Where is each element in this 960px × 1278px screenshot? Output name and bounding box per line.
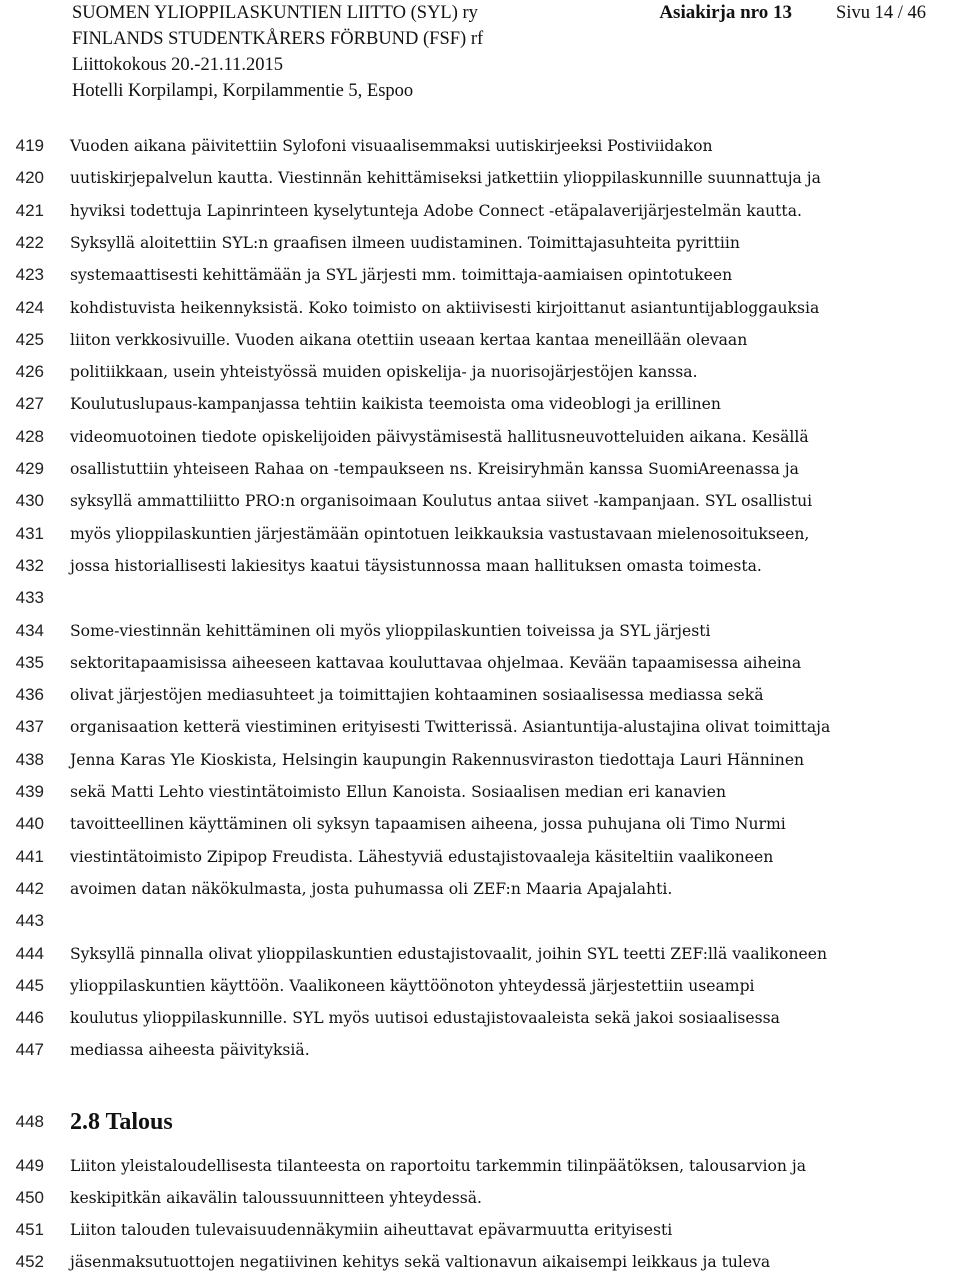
text-line xyxy=(0,776,960,808)
text-line xyxy=(0,679,960,711)
section-heading: 2.8 Talous xyxy=(70,1109,173,1135)
line-number: 428 xyxy=(15,426,44,446)
line-number: 429 xyxy=(15,459,44,478)
text-line xyxy=(0,1246,960,1278)
line-number: 442 xyxy=(15,878,44,898)
line-text: liiton verkkosivuille. Vuoden aikana otettiin useaan kertaa kantaa meneillään olevaan xyxy=(70,330,748,349)
text-line xyxy=(0,1150,960,1182)
line-number: 441 xyxy=(15,846,44,866)
line-number: 435 xyxy=(15,652,44,672)
text-line xyxy=(0,938,960,970)
line-text: avoimen datan näkökulmasta, josta puhumassa oli ZEF:n Maaria Apajalahti. xyxy=(70,879,673,898)
line-text: Vuoden aikana päivitettiin Sylofoni visuaalisemmaksi uutiskirjeeksi Postiviidakon xyxy=(70,137,713,155)
text-line xyxy=(0,195,960,227)
line-text: kohdistuvista heikennyksistä. Koko toimisto on aktiivisesti kirjoittanut asiantuntijabloggauksia xyxy=(70,298,820,317)
line-text: Koulutuslupaus-kampanjassa tehtiin kaikista teemoista oma videoblogi ja erillinen xyxy=(70,395,721,414)
line-number: 446 xyxy=(15,1008,44,1028)
line-text: organisaation ketterä viestiminen erityisesti Twitterissä. Asiantuntija-alustajina olivat toimittaja xyxy=(70,718,831,737)
line-number: 447 xyxy=(15,1040,44,1060)
text-line xyxy=(0,259,960,291)
line-number: 449 xyxy=(15,1156,44,1175)
line-text: mediassa aiheesta päivityksiä. xyxy=(70,1041,310,1060)
text-line xyxy=(0,905,960,937)
text-line xyxy=(0,550,960,582)
line-number: 424 xyxy=(15,297,44,317)
text-line xyxy=(0,615,960,647)
line-number: 445 xyxy=(15,975,44,995)
text-line xyxy=(0,162,960,194)
text-line xyxy=(0,1182,960,1214)
line-text: osallistuttiin yhteiseen Rahaa on -tempaukseen ns. Kreisiryhmän kanssa SuomiAreenassa ja xyxy=(70,460,799,478)
line-number: 426 xyxy=(15,362,44,382)
line-text: systemaattisesti kehittämään ja SYL järjesti mm. toimittaja-aamiaisen opintotukeen xyxy=(70,266,733,285)
line-text: jäsenmaksutuottojen negatiivinen kehitys sekä valtionavun aikaisempi leikkaus ja tuleva xyxy=(70,1253,771,1271)
page-number: Sivu 14 / 46 xyxy=(836,3,926,23)
line-text: jossa historiallisesti lakiesitys kaatui täysistunnossa maan hallituksen omasta toimesta. xyxy=(70,556,762,575)
text-line xyxy=(0,582,960,614)
text-line xyxy=(0,324,960,356)
line-text: Syksyllä aloitettiin SYL:n graafisen ilmeen uudistaminen. Toimittajasuhteita pyrittiin xyxy=(70,233,740,252)
text-line xyxy=(0,292,960,324)
line-number: 425 xyxy=(15,329,44,349)
text-line xyxy=(0,841,960,873)
line-text: hyviksi todettuja Lapinrinteen kyselytunteja Adobe Connect -etäpalaverijärjestelmän kautta. xyxy=(70,201,802,220)
line-text: Syksyllä pinnalla olivat ylioppilaskuntien edustajistovaalit, joihin SYL teetti ZEF:llä vaalikoneen xyxy=(70,944,827,963)
text-line xyxy=(0,1002,960,1034)
line-text: politiikkaan, usein yhteistyössä muiden opiskelija- ja nuorisojärjestöjen kanssa. xyxy=(70,363,698,382)
text-line xyxy=(0,388,960,420)
text-line xyxy=(0,130,960,162)
line-number: 439 xyxy=(15,782,44,801)
line-text: koulutus ylioppilaskunnille. SYL myös uutisoi edustajistovaaleista sekä jakoi sosiaalisessa xyxy=(70,1009,780,1028)
line-number: 443 xyxy=(15,911,44,931)
meeting-venue: Hotelli Korpilampi, Korpilammentie 5, Espoo xyxy=(72,81,414,101)
line-text: ylioppilaskuntien käyttöön. Vaalikoneen käyttöönoton yhteydessä järjestettiin useampi xyxy=(70,976,755,995)
line-text: Some-viestinnän kehittäminen oli myös ylioppilaskuntien toiveissa ja SYL järjesti xyxy=(70,621,711,640)
line-number: 450 xyxy=(15,1188,44,1207)
organization-name-finnish: SUOMEN YLIOPPILASKUNTIEN LIITTO (SYL) ry xyxy=(72,3,478,23)
text-line xyxy=(0,1034,960,1066)
text-line xyxy=(0,356,960,388)
line-text: sektoritapaamisissa aiheeseen kattavaa kouluttavaa ohjelmaa. Kevään tapaamisessa aiheina xyxy=(70,653,802,672)
line-text: viestintätoimisto Zipipop Freudista. Lähestyviä edustajistovaaleja käsiteltiin vaalikoneen xyxy=(70,847,774,866)
text-line xyxy=(0,808,960,840)
line-number: 444 xyxy=(15,943,44,963)
text-line xyxy=(0,421,960,453)
section-heading-line xyxy=(0,1106,960,1138)
line-text: myös ylioppilaskuntien järjestämään opintotuen leikkauksia vastustavaan mielenosoitukseen, xyxy=(70,524,810,543)
line-number: 436 xyxy=(15,685,44,705)
line-text: uutiskirjepalvelun kautta. Viestinnän kehittämiseksi jatkettiin ylioppilaskunnille suunnattuja ja xyxy=(70,169,821,188)
organization-name-swedish: FINLANDS STUDENTKÅRERS FÖRBUND (FSF) rf xyxy=(72,29,484,49)
text-line xyxy=(0,970,960,1002)
line-text: sekä Matti Lehto viestintätoimisto Ellun Kanoista. Sosiaalisen median eri kanavien xyxy=(70,783,726,801)
line-number: 440 xyxy=(15,814,44,834)
line-number: 452 xyxy=(15,1252,44,1271)
line-number: 419 xyxy=(15,136,44,155)
line-number: 422 xyxy=(15,232,44,252)
line-number: 448 xyxy=(15,1112,44,1131)
line-number: 438 xyxy=(15,749,44,769)
line-text: Jenna Karas Yle Kioskista, Helsingin kaupungin Rakennusviraston tiedottaja Lauri Hänninen xyxy=(70,750,805,769)
text-line xyxy=(0,1214,960,1246)
line-number: 423 xyxy=(15,265,44,285)
line-text: tavoitteellinen käyttäminen oli syksyn tapaamisen aiheena, jossa puhujana oli Timo Nurmi xyxy=(70,815,786,834)
text-line xyxy=(0,744,960,776)
line-number: 420 xyxy=(15,168,44,188)
line-text: Liiton yleistaloudellisesta tilanteesta on raportoitu tarkemmin tilinpäätöksen, talousarvion ja xyxy=(70,1157,807,1175)
text-line xyxy=(0,485,960,517)
line-text: syksyllä ammattiliitto PRO:n organisoimaan Koulutus antaa siivet -kampanjaan. SYL osallistui xyxy=(70,492,813,511)
line-text: Liiton talouden tulevaisuudennäkymiin aiheuttavat epävarmuutta erityisesti xyxy=(70,1221,673,1239)
line-number: 451 xyxy=(15,1220,44,1239)
text-line xyxy=(0,647,960,679)
text-line xyxy=(0,227,960,259)
line-number: 421 xyxy=(15,200,44,220)
line-number: 433 xyxy=(15,588,44,608)
meeting-name: Liittokokous 20.-21.11.2015 xyxy=(72,55,284,75)
line-number: 427 xyxy=(15,394,44,414)
line-number: 434 xyxy=(15,620,44,640)
document-number: Asiakirja nro 13 xyxy=(659,2,792,23)
text-line xyxy=(0,873,960,905)
line-text: keskipitkän aikavälin taloussuunnitteen yhteydessä. xyxy=(70,1189,482,1207)
text-line xyxy=(0,518,960,550)
line-text: videomuotoinen tiedote opiskelijoiden päivystämisestä hallitusneuvotteluiden aikana. Kesällä xyxy=(70,427,809,446)
line-number: 437 xyxy=(15,717,44,737)
line-number: 432 xyxy=(15,555,44,575)
line-text: olivat järjestöjen mediasuhteet ja toimittajien kohtaaminen sosiaalisessa mediassa sekä xyxy=(70,686,764,705)
text-line xyxy=(0,711,960,743)
line-number: 430 xyxy=(15,491,44,511)
text-line xyxy=(0,453,960,485)
line-number: 431 xyxy=(15,523,44,543)
